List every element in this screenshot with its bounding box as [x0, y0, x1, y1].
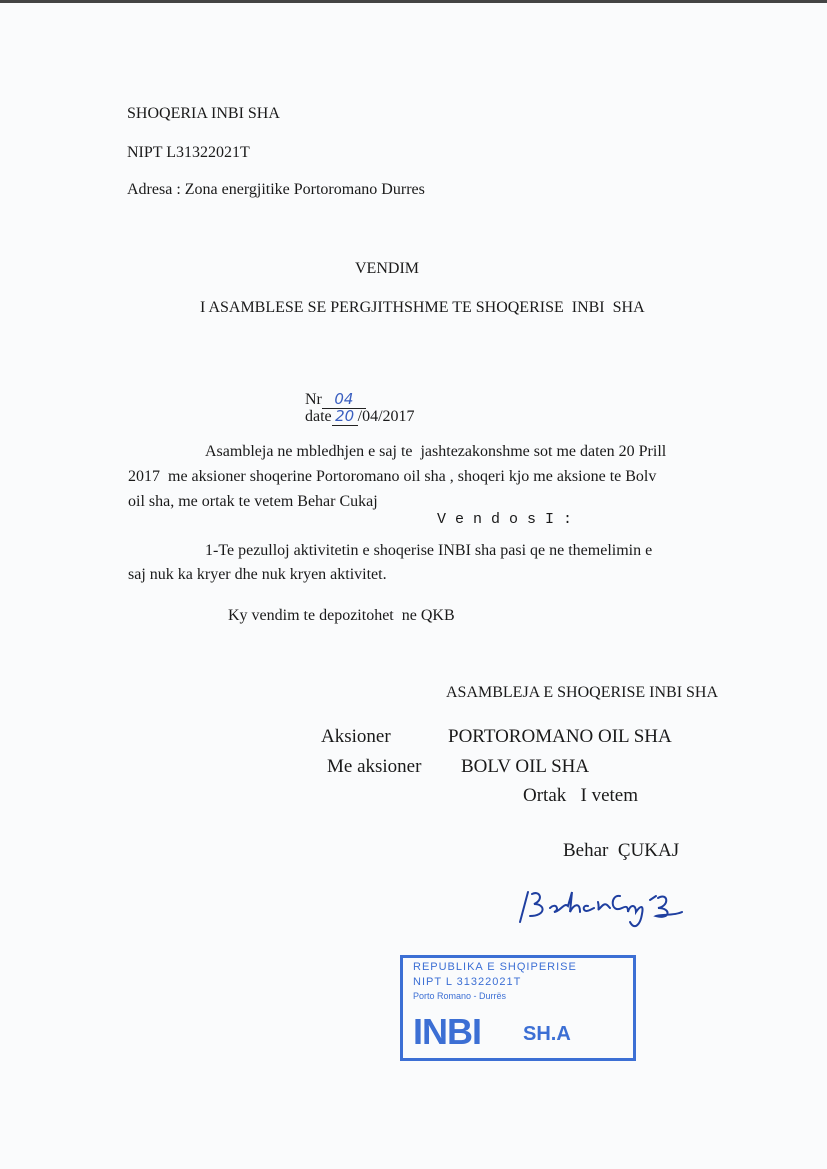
stamp-line1: REPUBLIKA E SHQIPERISE — [413, 961, 577, 973]
date-rest: /04/2017 — [357, 408, 415, 425]
partner-name: Behar ÇUKAJ — [563, 840, 680, 861]
decision-line: 1-Te pezulloj aktivitetin e shoqerise INBI sha pasi qe ne themelimin e — [205, 542, 653, 559]
stamp-logo-suffix: SH.A — [523, 1023, 571, 1045]
company-address: Adresa : Zona energjitike Portoromano Durres — [127, 181, 425, 198]
shareholder2-name: BOLV OIL SHA — [461, 756, 590, 777]
company-nipt: NIPT L31322021T — [127, 144, 250, 161]
document-title: VENDIM — [355, 260, 419, 277]
stamp-line2: NIPT L 31322021T — [413, 976, 522, 988]
handwritten-signature — [510, 872, 690, 932]
shareholder-name: PORTOROMANO OIL SHA — [448, 726, 672, 747]
company-name: SHOQERIA INBI SHA — [127, 105, 280, 122]
date-day: 20 — [335, 407, 355, 425]
document-subtitle: I ASAMBLESE SE PERGJITHSHME TE SHOQERISE INBI SHA — [200, 299, 645, 316]
paragraph-line: oil sha, me ortak te vetem Behar Cukaj — [128, 493, 378, 510]
nr-label: Nr — [305, 391, 322, 408]
date-label: date — [305, 408, 332, 425]
nr-value: 04 — [334, 390, 354, 408]
shareholder2-label: Me aksioner — [327, 756, 422, 777]
company-stamp — [400, 955, 636, 1061]
paragraph-line: 2017 me aksioner shoqerine Portoromano oil sha , shoqeri kjo me aksione te Bolv — [128, 468, 657, 485]
stamp-line3: Porto Romano - Durrës — [413, 991, 507, 1001]
stamp-logo: INBI — [413, 1011, 481, 1052]
shareholder-label: Aksioner — [321, 726, 391, 747]
decides-heading: V e n d o s I : — [437, 511, 573, 528]
paragraph-line: Asambleja ne mbledhjen e saj te jashtezakonshme sot me daten 20 Prill — [205, 443, 667, 460]
scan-edge — [0, 0, 827, 3]
decision-line: saj nuk ka kryer dhe nuk kryen aktivitet. — [128, 566, 387, 583]
deposit-line: Ky vendim te depozitohet ne QKB — [228, 607, 455, 624]
number-date-line — [297, 376, 415, 426]
partner-label: Ortak I vetem — [523, 785, 639, 806]
assembly-label: ASAMBLEJA E SHOQERISE INBI SHA — [446, 684, 719, 701]
